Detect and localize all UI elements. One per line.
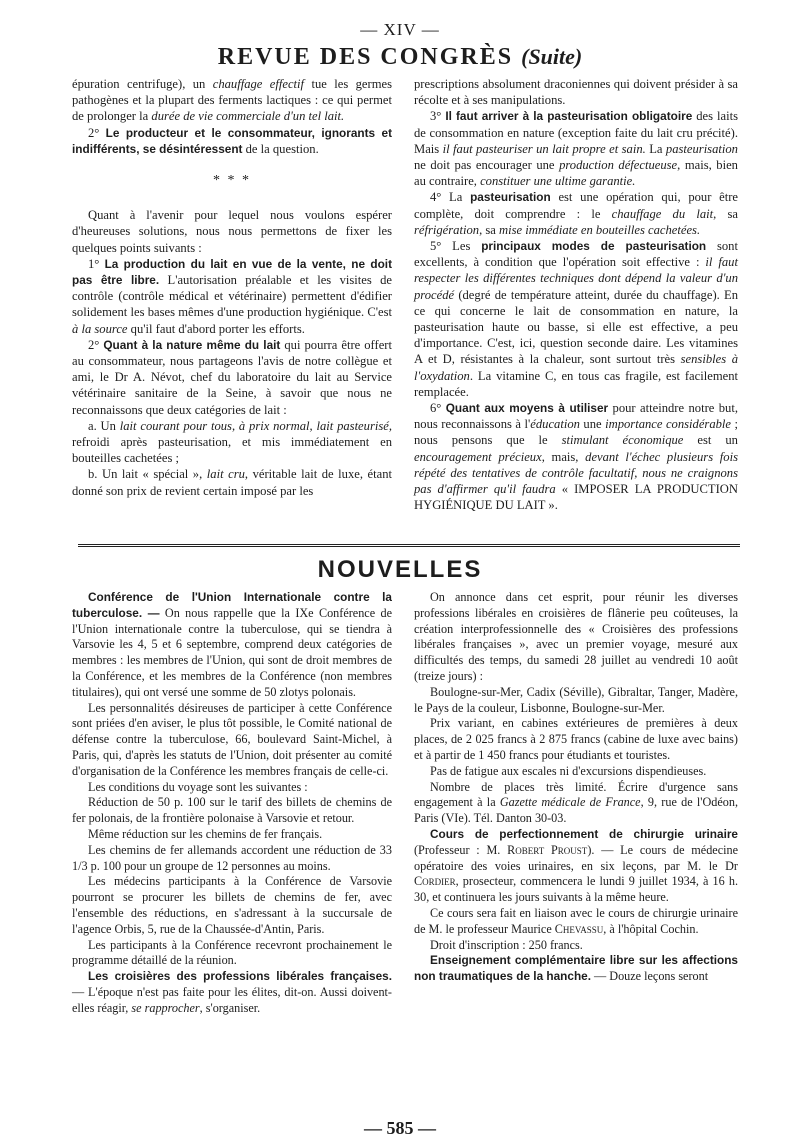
paragraph: Conférence de l'Union Internationale contre la tuberculose. — On nous rappelle que la IXe Conférence de l'Union internationale contre la tuberculose, qui se tiendra à Varsovie les 4, 5 et 6 septembre, comprend deux catégories de membres : les membres de l'Union, qui sont de droit membres de la Conférence, et les membres de la Conférence (non membres titulaires), qui ont versé une somme de 50 zlotys polonais. [72, 590, 393, 699]
paragraph: Enseignement complémentaire libre sur les affections non traumatiques de la hanche. — Douze leçons seront [414, 953, 738, 984]
paragraph: 2° Quant à la nature même du lait qui pourra être offert au consommateur, nous partageons l'avis de notre collègue et ami, le Dr A. Névot, chef du laboratoire du lait au Service vétérinaire sanitaire de la Seine, à savoir que nous ne reconnaissons que deux catégories de lait : [72, 337, 392, 417]
section-title: NOUVELLES [317, 556, 483, 583]
paragraph: Nombre de places très limité. Écrire d'urgence sans engagement à la Gazette médicale de France, 9, rue de l'Odéon, Paris (VIe). Tél. Danton 30-03. [414, 779, 738, 826]
running-title [0, 44, 800, 71]
page-number: — 585 — [364, 1118, 436, 1138]
paragraph: 6° Quant aux moyens à utiliser pour atteindre notre but, nous reconnaissons à l'éducation une importance considérable ; nous pensons que le stimulant économique est un encouragement précieux, mais, devant l'échec plusieurs fois répété des tentatives de contrôle facultatif, nous ne craignons pas d'affirmer qu'il faudra « IMPOSER LA PRODUCTION HYGIÉNIQUE DU LAIT ». [414, 401, 739, 513]
roman-page-number: — XIV — [360, 20, 440, 39]
paragraph: 2° Le producteur et le consommateur, ignorants et indifférents, se désintéressent de la question. [72, 125, 392, 156]
top-right-column [414, 76, 738, 513]
paragraph: Les chemins de fer allemands accordent une réduction de 33 1/3 p. 100 pour un groupe de 12 personnes au moins. [72, 842, 392, 873]
paragraph: Réduction de 50 p. 100 sur le tarif des billets de chemins de fer polonais, de la frontière polonaise à Varsovie et retour. [72, 795, 392, 826]
paragraph: Les personnalités désireuses de participer à cette Conférence sont priées d'en aviser, le plus tôt possible, le Comité national de défense contre la tuberculose, 66, boulevard Saint-Michel, à Paris, qui, d'après les statuts de l'Union, doit présenter au comité d'organisation de la Conférence les membres français de celle-ci. [72, 700, 392, 778]
bottom-left-column [72, 590, 392, 1017]
paragraph: Cours de perfectionnement de chirurgie urinaire (Professeur : M. Robert Proust). — Le cours de médecine opératoire des voies urinaires, en six leçons, par M. le Dr Cordier, prosecteur, commencera le lundi 9 juillet 1934, à 16 h. 30, et continuera les jours suivants à la même heure. [414, 826, 738, 905]
paragraph: 1° La production du lait en vue de la vente, ne doit pas être libre. L'autorisation préalable et les visites de contrôle (contrôle médical et vétérinaire) permettent d'édifier solidement les bases mêmes d'une production hygiénique. C'est à la source qu'il faut d'abord porter les efforts. [72, 256, 393, 336]
paragraph: Les croisières des professions libérales françaises. — L'époque n'est pas faite pour les élites, dit-on. Aussi doivent-elles réagir, se rapprocher, s'organiser. [72, 969, 392, 1015]
paragraph: 5° Les principaux modes de pasteurisation sont excellents, à condition que l'opération soit effective : il faut respecter les différentes techniques dont dépend la valeur d'un procédé (degré de température atteint, durée du chauffage). En ce qui concerne le lait de consommation en nature, la pasteurisation haute ou basse, si elle est effective, a peu d'importance. C'est, ici, question seconde daire. Les vitamines A et D, résistantes à la chaleur, sont surtout très sensibles à l'oxydation. La vitamine C, en tous cas fragile, est facilement remplacée. [414, 239, 739, 399]
running-title-main: REVUE DES CONGRÈS [217, 44, 514, 70]
top-left-column [72, 76, 392, 499]
paragraph: Pas de fatigue aux escales ni d'excursions dispendieuses. [430, 763, 707, 778]
running-title-suite: (Suite) [521, 44, 583, 69]
paragraph: Les médecins participants à la Conférence de Varsovie pourront se procurer les billets de chemins de fer, avec l'ensemble des réductions, en s'adressant à la succursale de l'agence Orbis, 5, rue de la Chaussée-d'Antin, Paris. [72, 874, 392, 936]
paragraph: a. Un lait courant pour tous, à prix normal, lait pasteurisé, refroidi après pasteurisation, et mis immédiatement en bouteilles cachetées ; [72, 418, 392, 466]
paragraph: b. Un lait « spécial », lait cru, véritable lait de luxe, étant donné son prix de revient certain imposé par les [72, 467, 392, 498]
bottom-right-column [414, 590, 738, 985]
paragraph: 4° La pasteurisation est une opération qui, pour être complète, doit comprendre : le chauffage du lait, sa réfrigération, sa mise immédiate en bouteilles cachetées. [414, 190, 738, 237]
paragraph: Les conditions du voyage sont les suivantes : [88, 779, 308, 794]
paragraph: épuration centrifuge), un chauffage effectif tue les germes pathogènes et la plupart des ferments lactiques : ce qui permet de prolonger la durée de vie commerciale d'un tel lait. [72, 77, 392, 124]
paragraph: Ce cours sera fait en liaison avec le cours de chirurgie urinaire de M. le professeur Maurice Chevassu, à l'hôpital Cochin. [414, 905, 738, 936]
asterism: * * * [213, 173, 251, 189]
section-divider [78, 544, 740, 547]
paragraph: On annonce dans cet esprit, pour réunir les diverses professions libérales en croisières de flânerie peu coûteuses, la création interprofessionnelle des « Croisières des professions libérales françaises », avec un premier voyage, mesuré aux difficultés des temps, du samedi 28 juillet au vendredi 10 août (treize jours) : [414, 590, 738, 683]
paragraph: Prix variant, en cabines extérieures de premières à deux places, de 2 025 francs à 2 875 francs (cabine de luxe avec bains) et à partir de 1 450 francs pour étudiants et touristes. [414, 716, 738, 762]
paragraph: Même réduction sur les chemins de fer français. [88, 826, 323, 841]
paragraph: Quant à l'avenir pour lequel nous voulons espérer d'heureuses solutions, nous nous permettons de fixer les quelques points suivants : [72, 208, 392, 255]
paragraph: Droit d'inscription : 250 francs. [430, 937, 583, 952]
paragraph: Boulogne-sur-Mer, Cadix (Séville), Gibraltar, Tanger, Madère, le Pays de la couleur, Lisbonne, Boulogne-sur-Mer. [414, 684, 738, 715]
paragraph: Les participants à la Conférence recevront prochainement le programme détaillé de la réunion. [72, 937, 392, 968]
paragraph: prescriptions absolument draconiennes qui doivent présider à sa récolte et à ses manipulations. [414, 77, 738, 108]
paragraph: 3° Il faut arriver à la pasteurisation obligatoire des laits de consommation en nature (exception faite du lait cru précité). Mais il faut pasteuriser un lait propre et sain. La pasteurisation ne doit pas encourager une production défectueuse, mais, bien au contraire, constituer une ultime garantie. [414, 109, 739, 189]
